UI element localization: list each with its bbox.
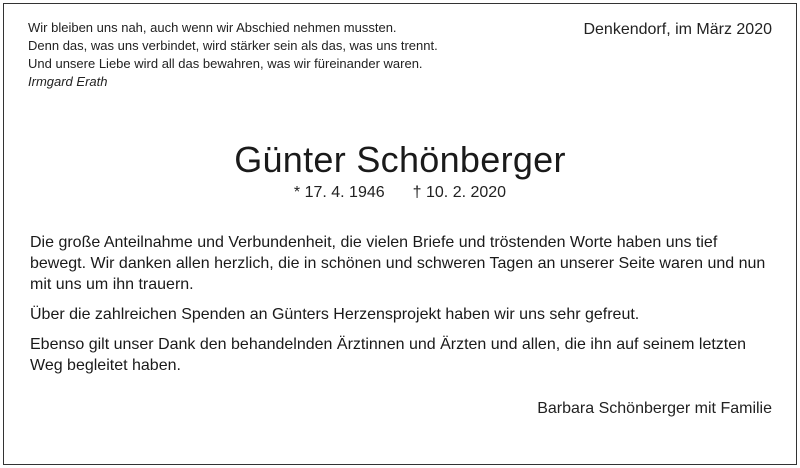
signature: Barbara Schönberger mit Familie — [537, 400, 772, 417]
message-paragraph: Die große Anteilnahme und Verbundenheit, die vielen Briefe und tröstenden Worte haben uns tief bewegt. Wir danken allen herzlich, die in schönen und schweren Tagen an unserer Seite waren und nun mit uns um ihn trauern. — [30, 234, 766, 293]
message-paragraph: Über die zahlreichen Spenden an Günters Herzensprojekt haben wir uns sehr gefreut. — [30, 306, 640, 323]
deceased-name: Günter Schönberger — [234, 139, 566, 180]
thank-you-message — [30, 232, 775, 385]
birth-date: * 17. 4. 1946 — [293, 184, 385, 201]
quote-author: Irmgard Erath — [28, 74, 108, 89]
death-date: † 10. 2. 2020 — [412, 184, 507, 201]
quote-line: Und unsere Liebe wird all das bewahren, was wir füreinander waren. — [28, 56, 423, 71]
life-dates — [0, 183, 800, 203]
message-paragraph: Ebenso gilt unser Dank den behandelnden Ärztinnen und Ärzten und allen, die ihn auf seinem letzten Weg begleitet haben. — [30, 336, 747, 374]
memorial-quote — [28, 19, 438, 91]
quote-line: Denn das, was uns verbindet, wird stärker sein als das, was uns trennt. — [28, 38, 438, 53]
quote-line: Wir bleiben uns nah, auch wenn wir Abschied nehmen mussten. — [28, 20, 397, 35]
place-and-date: Denkendorf, im März 2020 — [583, 21, 772, 38]
